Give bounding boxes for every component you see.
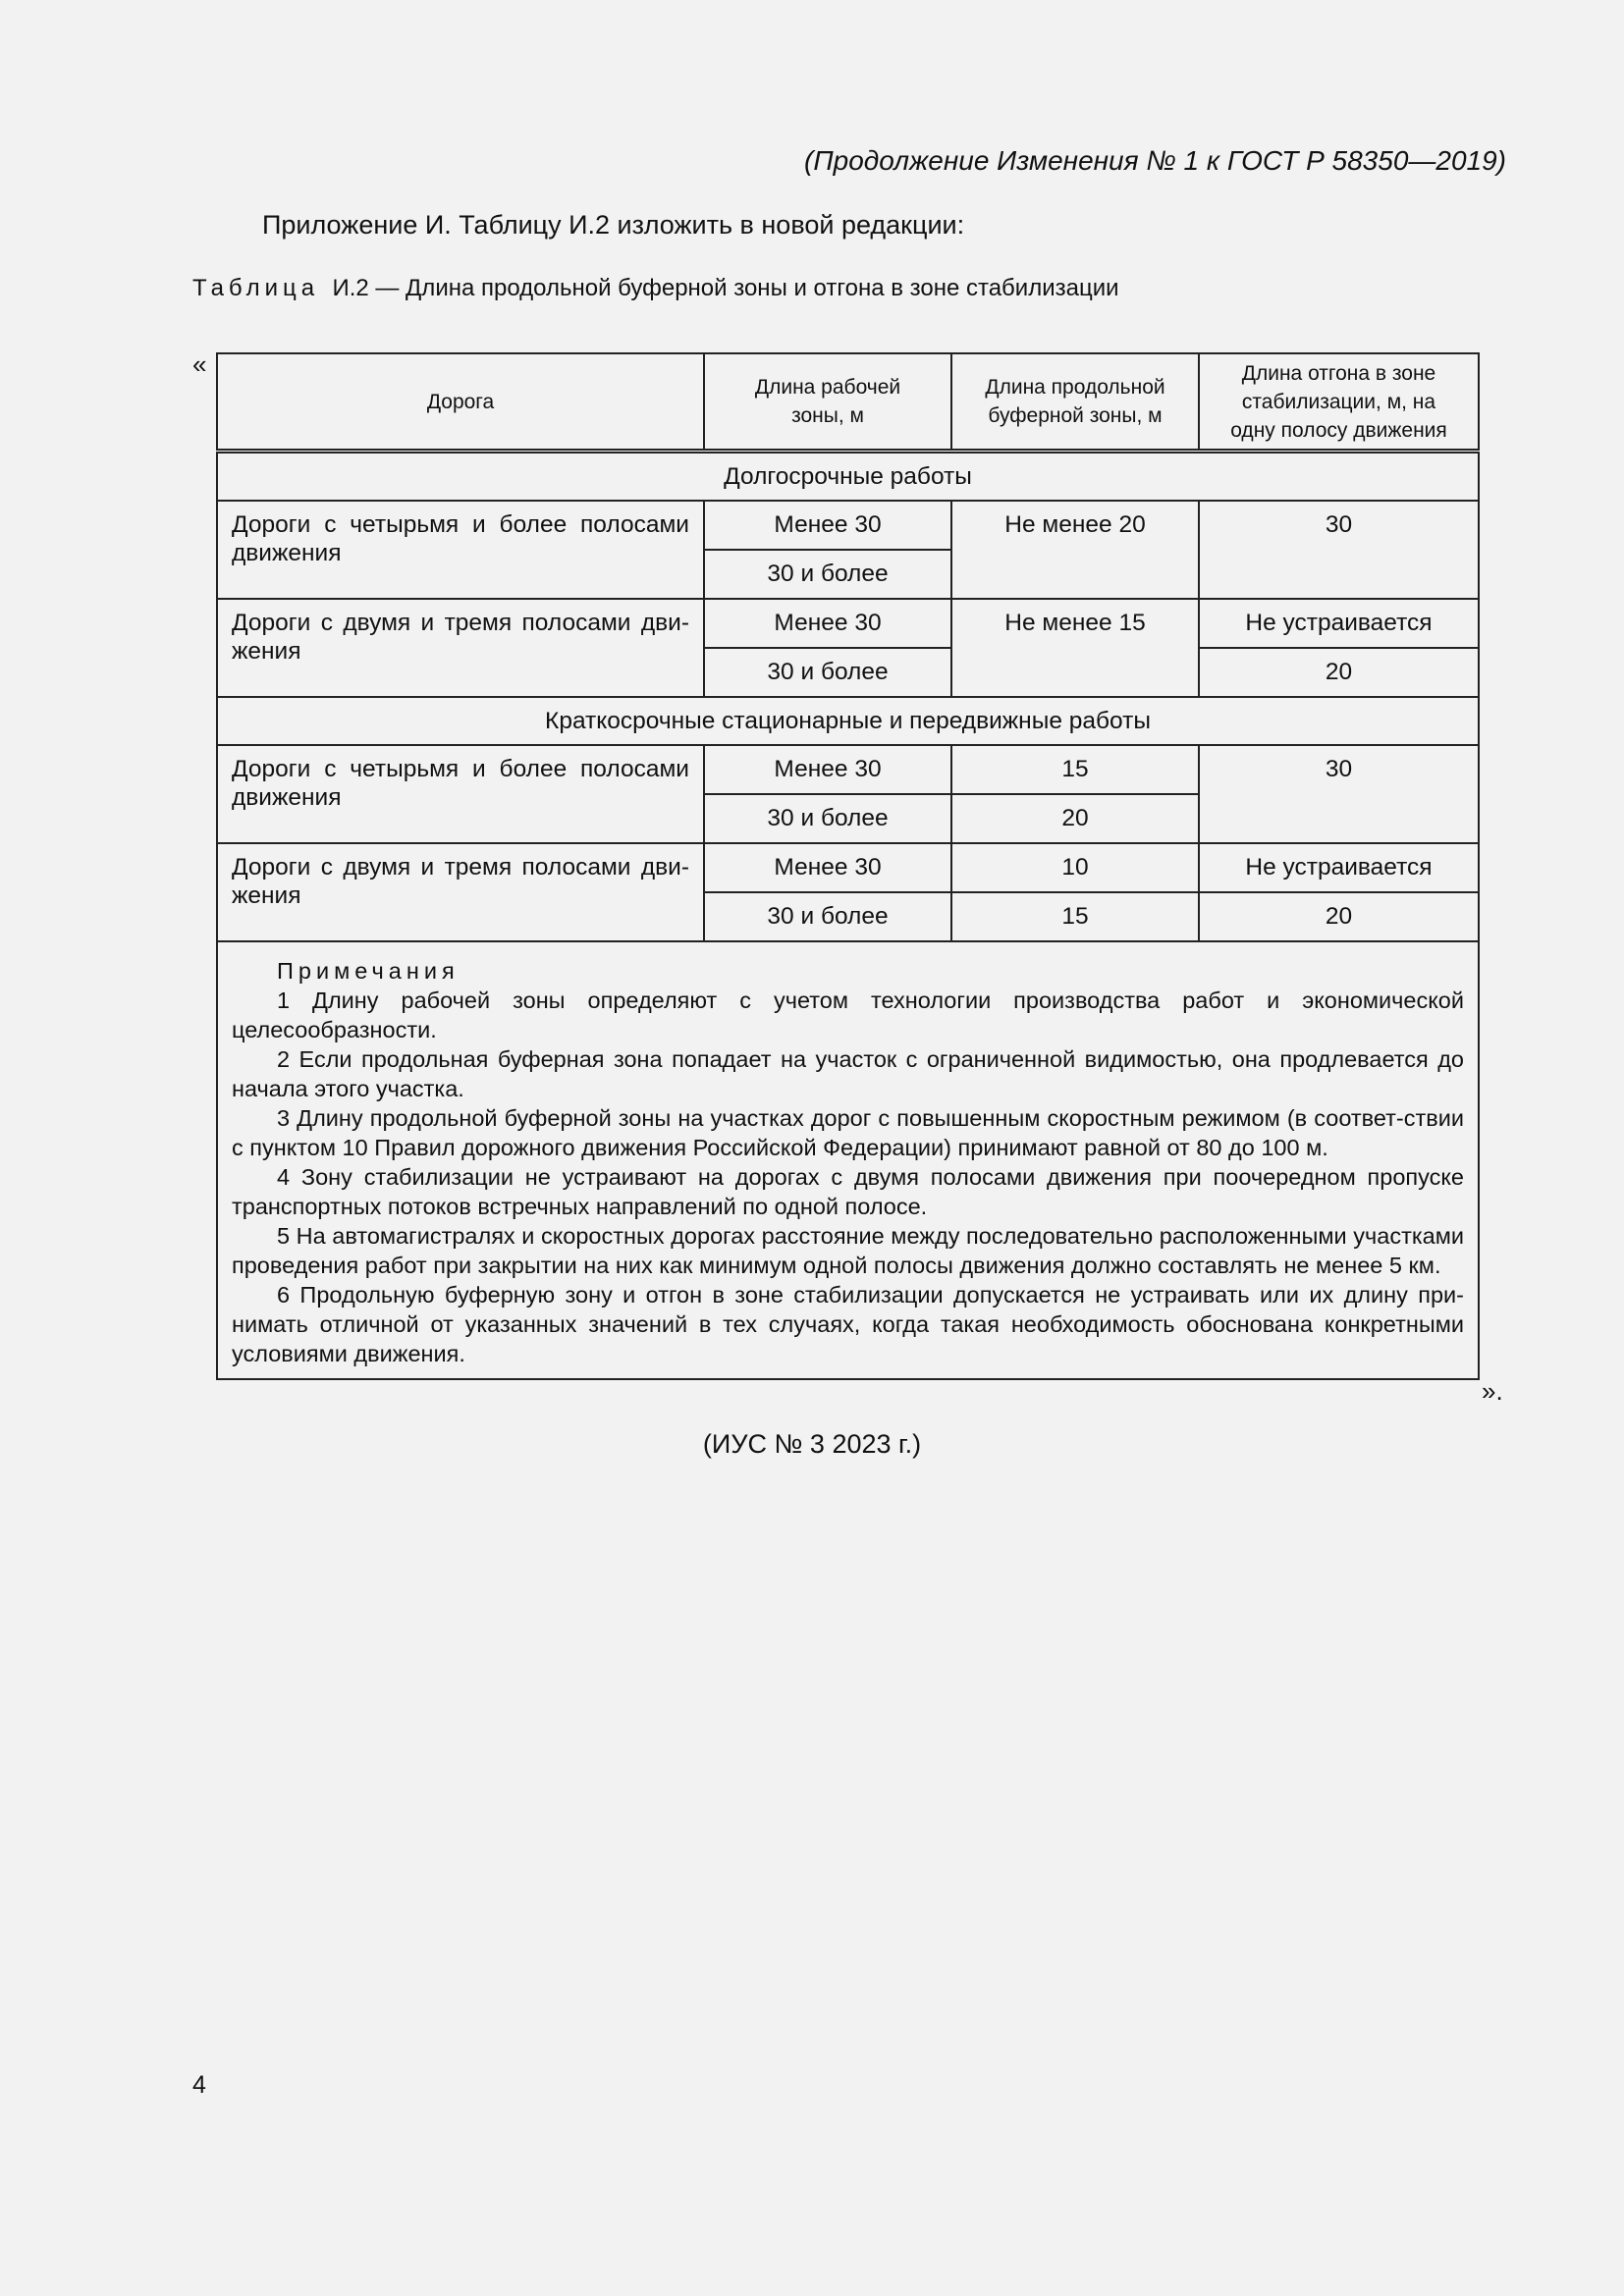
notes-cell bbox=[217, 941, 1479, 1379]
work-zone-cell: Менее 30 bbox=[704, 843, 951, 892]
run-off-cell: 20 bbox=[1199, 892, 1479, 941]
header-run-off: Длина отгона в зоне стабилизации, м, на одну полосу движения bbox=[1199, 353, 1479, 452]
buffer-zone-cell: 10 bbox=[951, 843, 1199, 892]
road-cell: Дороги с двумя и тремя полосами дви-жения bbox=[217, 843, 704, 941]
note-item: 6 Продольную буферную зону и отгон в зоне стабилизации допускается не устраивать или их длину при-нимать отличной от указанных значений в тех случаях, когда такая необходимость обоснована конкретными условиями движения. bbox=[232, 1282, 1464, 1366]
run-off-cell: 30 bbox=[1199, 501, 1479, 599]
run-off-cell: 20 bbox=[1199, 648, 1479, 697]
caption-label: Таблица bbox=[192, 275, 320, 301]
run-off-cell: Не устраивается bbox=[1199, 599, 1479, 648]
work-zone-cell: 30 и более bbox=[704, 892, 951, 941]
intro-paragraph: Приложение И. Таблицу И.2 изложить в новой редакции: bbox=[262, 210, 965, 240]
section-title-long-term: Долгосрочные работы bbox=[217, 452, 1479, 502]
buffer-zone-cell: 15 bbox=[951, 745, 1199, 794]
note-item: 2 Если продольная буферная зона попадает на участок с ограниченной видимостью, она продлевается до начала этого участка. bbox=[232, 1046, 1464, 1101]
road-cell: Дороги с двумя и тремя полосами дви-жения bbox=[217, 599, 704, 697]
road-cell: Дороги с четырьмя и более полосами движения bbox=[217, 501, 704, 599]
table-caption bbox=[192, 275, 1119, 302]
note-item: 4 Зону стабилизации не устраивают на дорогах с двумя полосами движения при поочередном пропуске транспортных потоков встречных направлений по одной полосе. bbox=[232, 1164, 1464, 1219]
buffer-zone-cell: 20 bbox=[951, 794, 1199, 843]
work-zone-cell: Менее 30 bbox=[704, 599, 951, 648]
run-off-cell: 30 bbox=[1199, 745, 1479, 843]
note-item: 5 На автомагистралях и скоростных дорогах расстояние между последовательно расположенными участками проведения работ при закрытии на них как минимум одной полосы движения должно составлять не менее 5 км. bbox=[232, 1223, 1464, 1278]
work-zone-cell: 30 и более bbox=[704, 794, 951, 843]
continuation-header: (Продолжение Изменения № 1 к ГОСТ Р 58350—2019) bbox=[804, 145, 1506, 176]
work-zone-cell: 30 и более bbox=[704, 648, 951, 697]
closing-quote: ». bbox=[1482, 1376, 1503, 1406]
work-zone-cell: Менее 30 bbox=[704, 501, 951, 550]
notes-title: Примечания bbox=[277, 958, 460, 984]
section-title-short-term: Краткосрочные стационарные и передвижные работы bbox=[217, 697, 1479, 745]
buffer-zone-cell: Не менее 15 bbox=[951, 599, 1199, 697]
header-work-zone: Длина рабочей зоны, м bbox=[704, 353, 951, 452]
caption-title: И.2 — Длина продольной буферной зоны и отгона в зоне стабилизации bbox=[332, 275, 1119, 301]
buffer-zone-table bbox=[216, 352, 1480, 1380]
note-item: 1 Длину рабочей зоны определяют с учетом технологии производства работ и экономической целесообразности. bbox=[232, 988, 1464, 1042]
note-item: 3 Длину продольной буферной зоны на участках дорог с повышенным скоростным режимом (в соответ-ствии с пунктом 10 Правил дорожного движения Российской Федерации) принимают равной от 80 до 100 м. bbox=[232, 1105, 1464, 1160]
header-road: Дорога bbox=[217, 353, 704, 452]
page-number: 4 bbox=[192, 2071, 206, 2099]
work-zone-cell: Менее 30 bbox=[704, 745, 951, 794]
opening-quote: « bbox=[192, 349, 207, 379]
road-cell: Дороги с четырьмя и более полосами движения bbox=[217, 745, 704, 843]
buffer-zone-cell: 15 bbox=[951, 892, 1199, 941]
ius-reference: (ИУС № 3 2023 г.) bbox=[702, 1429, 922, 1459]
header-buffer-zone: Длина продольной буферной зоны, м bbox=[951, 353, 1199, 452]
work-zone-cell: 30 и более bbox=[704, 550, 951, 599]
buffer-zone-cell: Не менее 20 bbox=[951, 501, 1199, 599]
run-off-cell: Не устраивается bbox=[1199, 843, 1479, 892]
